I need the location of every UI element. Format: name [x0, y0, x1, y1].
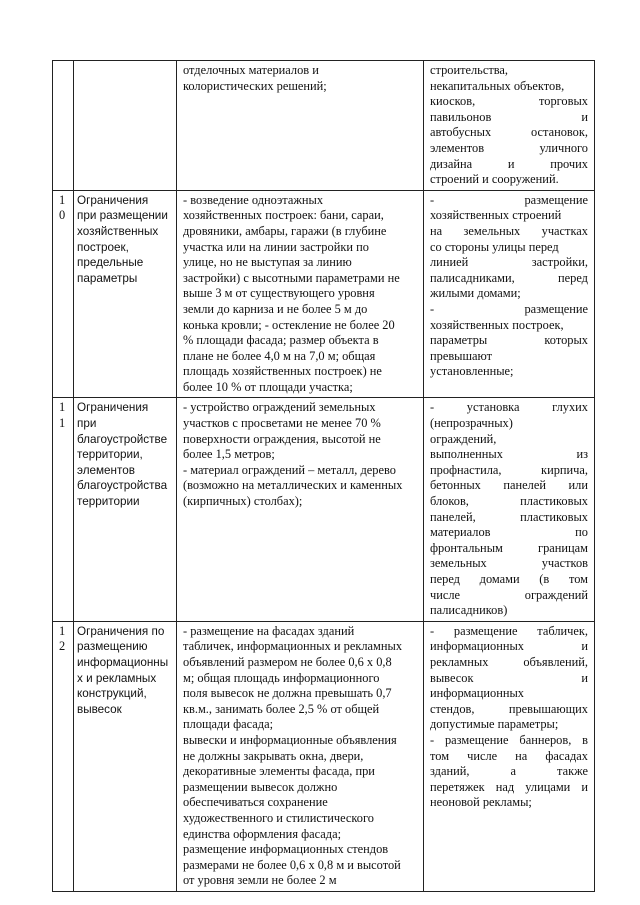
prohibited-line: панелей, пластиковых: [430, 509, 588, 524]
prohibited-line: хозяйственных построек,: [430, 317, 564, 332]
prohibited-actions: [424, 61, 595, 191]
allowed-line: размещении вывесок должно: [183, 779, 338, 794]
allowed-line: декоративные элементы фасада, при: [183, 764, 375, 779]
prohibited-line: информационных и: [430, 639, 588, 654]
allowed-line: участка или на линии застройки по: [183, 239, 369, 254]
category-line: параметры: [77, 271, 138, 285]
allowed-requirements: [177, 190, 424, 398]
allowed-line: участков с просветами не менее 70 %: [183, 416, 381, 431]
row-number: [53, 398, 74, 621]
prohibited-line: на земельных участках: [430, 223, 588, 238]
allowed-line: размерами не более 0,6 х 0,8 м и высотой: [183, 857, 401, 872]
prohibited-line: информационных: [430, 686, 524, 701]
allowed-line: земли до карниза и не более 5 м до: [183, 301, 368, 316]
allowed-line: колористических решений;: [183, 78, 327, 93]
category-line: предельные: [77, 256, 144, 270]
prohibited-line: строений и сооружений.: [430, 172, 559, 187]
table-row: [53, 190, 595, 398]
allowed-line: площади фасада;: [183, 717, 274, 732]
allowed-line: вывески и информационные объявления: [183, 732, 397, 747]
row-number-digit: 1: [59, 623, 66, 638]
allowed-line: не должны закрывать окна, двери,: [183, 748, 364, 763]
allowed-line: - размещение на фасадах зданий: [183, 623, 355, 638]
allowed-line: (кирпичных) столбах);: [183, 494, 303, 509]
table-row: [53, 398, 595, 621]
prohibited-actions: [424, 398, 595, 621]
allowed-line: м; общая площадь информационного: [183, 670, 380, 685]
prohibited-line: материалов по: [430, 525, 588, 540]
row-number-digit: 1: [59, 416, 66, 431]
prohibited-line: параметры которых: [430, 333, 588, 348]
category-line: х и рекламных: [77, 671, 157, 685]
allowed-requirements: [177, 61, 424, 191]
allowed-line: площадь хозяйственных построек) не: [183, 364, 382, 379]
allowed-line: обеспечиваться сохранение: [183, 795, 328, 810]
prohibited-line: строительства,: [430, 63, 509, 77]
prohibited-line: установленные;: [430, 364, 514, 379]
category-line: вывесок: [77, 702, 122, 716]
row-number-digit: 2: [59, 639, 66, 654]
prohibited-line: перетяжек над улицами и: [430, 779, 588, 794]
restriction-category: [74, 398, 177, 621]
allowed-line: более 10 % от площади участка;: [183, 379, 353, 394]
row-number: [53, 621, 74, 891]
prohibited-line: палисадников): [430, 603, 508, 618]
category-line: Ограничения: [77, 401, 149, 415]
prohibited-line: жилыми домами;: [430, 286, 521, 301]
prohibited-line: хозяйственных строений: [430, 208, 562, 223]
prohibited-line: профнастила, кирпича,: [430, 462, 588, 477]
allowed-line: выше 3 м от существующего уровня: [183, 286, 375, 301]
category-line: хозяйственных: [77, 224, 159, 238]
prohibited-line: ограждений,: [430, 431, 497, 446]
allowed-line: плане не более 4,0 м на 7,0 м; общая: [183, 348, 376, 363]
category-line: построек,: [77, 240, 129, 254]
category-line: размещению: [77, 640, 148, 654]
row-number-digit: 1: [59, 192, 66, 207]
table-row: [53, 61, 595, 191]
allowed-line: размещение информационных стендов: [183, 842, 389, 857]
prohibited-line: - размещение: [430, 301, 588, 316]
row-number-digit: 1: [59, 400, 66, 415]
row-number: [53, 190, 74, 398]
allowed-line: застройки) с высотными параметрами не: [183, 270, 400, 285]
category-line: конструкций,: [77, 687, 147, 701]
allowed-line: от уровня земли не более 2 м: [183, 873, 337, 888]
restriction-category: [74, 621, 177, 891]
table-row: [53, 621, 595, 891]
prohibited-line: - установка глухих: [430, 400, 588, 415]
prohibited-line: элементов уличного: [430, 140, 588, 155]
category-line: при размещении: [77, 209, 168, 223]
prohibited-line: перед домами (в том: [430, 572, 588, 586]
allowed-line: единства оформления фасада;: [183, 826, 342, 841]
prohibited-line: линией застройки,: [430, 255, 588, 270]
regulations-table: [52, 60, 595, 892]
prohibited-line: зданий, а также: [430, 764, 588, 779]
restriction-category: [74, 190, 177, 398]
allowed-line: улице, но не выступая за линию: [183, 255, 352, 270]
allowed-line: (возможно на металлических и каменных: [183, 478, 403, 493]
allowed-line: дровяники, амбары, гаражи (в глубине: [183, 223, 387, 238]
allowed-line: - материал ограждений – металл, дерево: [183, 462, 396, 477]
prohibited-actions: [424, 621, 595, 891]
allowed-line: % площади фасада; размер объекта в: [183, 333, 379, 348]
prohibited-line: - размещение: [430, 192, 588, 207]
category-line: элементов: [77, 463, 135, 477]
prohibited-line: со стороны улицы перед: [430, 239, 559, 254]
restriction-category: [74, 61, 177, 191]
allowed-line: хозяйственных построек: бани, сараи,: [183, 208, 384, 223]
prohibited-line: выполненных из: [430, 447, 588, 462]
row-number: [53, 61, 74, 191]
prohibited-line: превышают: [430, 348, 493, 363]
category-line: территории: [77, 495, 140, 509]
prohibited-line: автобусных остановок,: [430, 125, 588, 140]
prohibited-line: бетонных панелей или: [430, 478, 588, 493]
prohibited-line: допустимые параметры;: [430, 717, 559, 732]
category-line: территории,: [77, 448, 143, 462]
allowed-requirements: [177, 621, 424, 891]
prohibited-actions: [424, 190, 595, 398]
prohibited-line: дизайна и прочих: [430, 156, 588, 171]
prohibited-line: числе ограждений: [430, 587, 588, 602]
allowed-line: более 1,5 метров;: [183, 447, 275, 462]
prohibited-line: стендов, превышающих: [430, 701, 588, 716]
prohibited-line: палисадниками, перед: [430, 270, 588, 285]
prohibited-line: неоновой рекламы;: [430, 795, 532, 810]
category-line: информационны: [77, 655, 169, 669]
allowed-requirements: [177, 398, 424, 621]
prohibited-line: (непрозрачных): [430, 416, 513, 431]
allowed-line: кв.м., занимать более 2,5 % от общей: [183, 701, 380, 716]
category-line: благоустройстве: [77, 432, 168, 446]
prohibited-line: киосков, торговых: [430, 94, 588, 109]
allowed-line: поля вывесок не должна превышать 0,7: [183, 686, 392, 701]
prohibited-line: том числе на фасадах: [430, 748, 588, 763]
allowed-line: - устройство ограждений земельных: [183, 400, 376, 415]
allowed-line: - возведение одноэтажных: [183, 192, 324, 207]
allowed-line: отделочных материалов и: [183, 63, 319, 77]
allowed-line: табличек, информационных и рекламных: [183, 639, 403, 654]
allowed-line: конька кровли; - остекление не более 20: [183, 317, 395, 332]
category-line: благоустройства: [77, 479, 168, 493]
prohibited-line: земельных участков: [430, 556, 588, 571]
prohibited-line: рекламных объявлений,: [430, 654, 588, 669]
prohibited-line: блоков, пластиковых: [430, 494, 588, 509]
row-number-digit: 0: [59, 208, 66, 223]
category-line: Ограничения: [77, 193, 149, 207]
prohibited-line: некапитальных объектов,: [430, 78, 565, 93]
allowed-line: поверхности ограждения, высотой не: [183, 431, 381, 446]
prohibited-line: - размещение табличек,: [430, 623, 588, 638]
allowed-line: объявлений размером не более 0,6 х 0,8: [183, 654, 392, 669]
category-line: при: [77, 417, 97, 431]
category-line: Ограничения по: [77, 624, 165, 638]
prohibited-line: вывесок и: [430, 670, 588, 685]
allowed-line: художественного и стилистического: [183, 810, 374, 825]
prohibited-line: фронтальным границам: [430, 540, 588, 555]
prohibited-line: павильонов и: [430, 109, 588, 124]
prohibited-line: - размещение баннеров, в: [430, 732, 588, 747]
